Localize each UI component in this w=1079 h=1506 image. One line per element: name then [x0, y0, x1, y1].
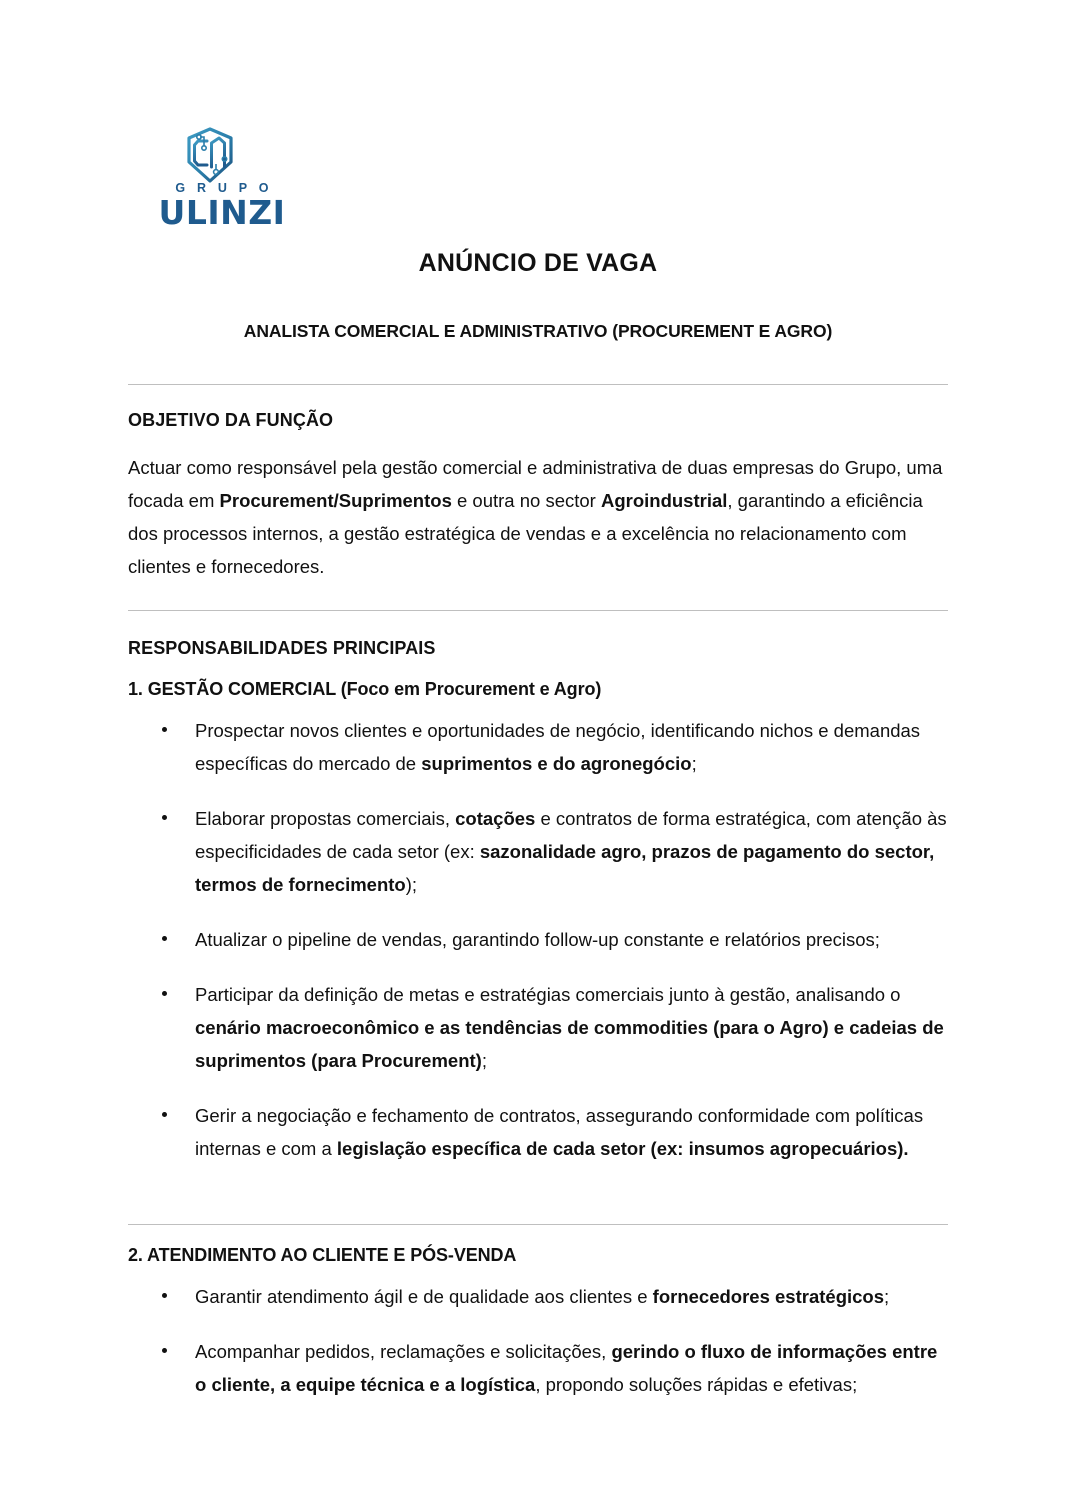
atendimento-bullet-list [128, 1280, 948, 1401]
list-item-text: Gerir a negociação e fechamento de contratos, assegurando conformidade com políticas internas e com a legislação específica de cada setor (ex: insumos agropecuários). [195, 1105, 924, 1159]
divider-bottom [128, 1224, 948, 1225]
logo-wordmark [157, 181, 287, 232]
list-item [128, 1099, 948, 1165]
list-item [128, 923, 948, 956]
list-item-text: Participar da definição de metas e estratégias comerciais junto à gestão, analisando o cenário macroeconômico e as tendências de commodities (para o Agro) e cadeias de suprimentos (para Procurement); [195, 984, 944, 1071]
subsection-heading-gestao-comercial: 1. GESTÃO COMERCIAL (Foco em Procurement e Agro) [128, 679, 602, 699]
logo-grupo-text: G R U P O [175, 181, 273, 195]
bullet-icon [162, 1293, 167, 1298]
company-logo [157, 126, 287, 232]
section-atendimento [128, 1245, 948, 1401]
bullet-icon [162, 1348, 167, 1353]
list-item [128, 802, 948, 901]
list-item [128, 1335, 948, 1401]
list-item [128, 1280, 948, 1313]
list-item-text: Prospectar novos clientes e oportunidades de negócio, identificando nichos e demandas específicas do mercado de suprimentos e do agronegócio; [195, 720, 921, 774]
objetivo-paragraph: Actuar como responsável pela gestão comercial e administrativa de duas empresas do Grupo, uma focada em Procurement/Suprimentos e outra no sector Agroindustrial, garantindo a eficiência dos processos internos, a gestão estratégica de vendas e a excelência no relacionamento com clientes e fornecedores. [128, 457, 943, 577]
shield-circuit-icon [183, 126, 237, 184]
divider-top [128, 384, 948, 385]
bullet-icon [162, 727, 167, 732]
section-responsabilidades [128, 638, 948, 1165]
list-item-text: Acompanhar pedidos, reclamações e solicitações, gerindo o fluxo de informações entre o cliente, a equipe técnica e a logística, propondo soluções rápidas e efetivas; [195, 1341, 938, 1395]
list-item-text: Garantir atendimento ágil e de qualidade aos clientes e fornecedores estratégicos; [195, 1286, 890, 1307]
section-objetivo [128, 410, 948, 583]
bullet-icon [162, 1112, 167, 1117]
list-item-text: Elaborar propostas comerciais, cotações e contratos de forma estratégica, com atenção às especificidades de cada setor (ex: sazonalidade agro, prazos de pagamento do sector, termos de fornecimento); [195, 808, 947, 895]
section-heading-responsabilidades: RESPONSABILIDADES PRINCIPAIS [128, 638, 436, 658]
subsection-heading-atendimento: 2. ATENDIMENTO AO CLIENTE E PÓS-VENDA [128, 1245, 517, 1265]
page-subtitle: ANALISTA COMERCIAL E ADMINISTRATIVO (PROCUREMENT E AGRO) [243, 321, 833, 341]
logo-ulinzi-text: ULINZI [158, 192, 286, 232]
list-item [128, 978, 948, 1077]
list-item [128, 714, 948, 780]
page-title: ANÚNCIO DE VAGA [418, 249, 658, 277]
bullet-icon [162, 815, 167, 820]
bullet-icon [162, 936, 167, 941]
list-item-text: Atualizar o pipeline de vendas, garantindo follow-up constante e relatórios precisos; [195, 929, 880, 950]
divider-middle [128, 610, 948, 611]
section-heading-objetivo: OBJETIVO DA FUNÇÃO [128, 410, 334, 430]
responsabilidades-bullet-list [128, 714, 948, 1165]
bullet-icon [162, 991, 167, 996]
